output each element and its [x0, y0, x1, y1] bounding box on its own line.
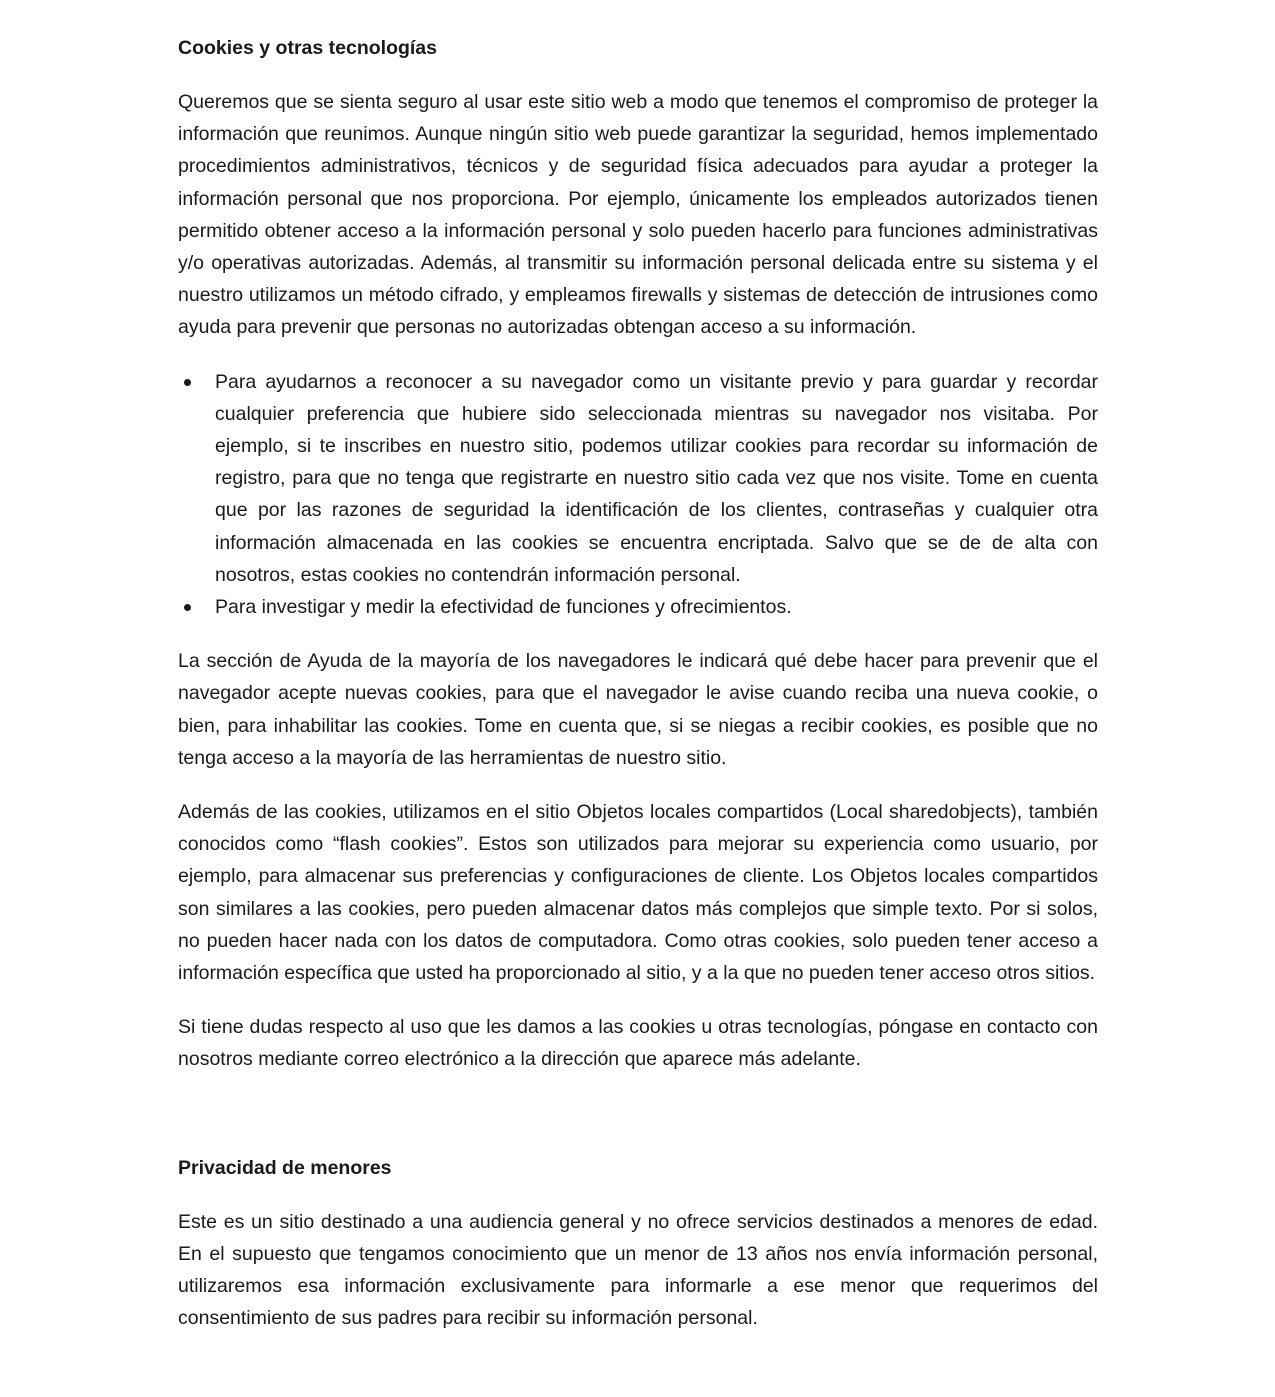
paragraph-browser-help: La sección de Ayuda de la mayoría de los navegadores le indicará qué debe hacer para prevenir que el navegador acepte nuevas cookies, para que el navegador le avise cuando reciba una nueva cookie, o bien, para inhabilitar las cookies. Tome en cuenta que, si se niegas a recibir cookies, es posible que no tenga acceso a la mayoría de las herramientas de nuestro sitio. [178, 650, 1098, 769]
section-cookies [178, 36, 1098, 1076]
bullet-item-recognize-browser: Para ayudarnos a reconocer a su navegador como un visitante previo y para guardar y recordar cualquier preferencia que hubiere sido seleccionada mientras su navegador nos visitaba. Por ejemplo, si te inscribes en nuestro sitio, podemos utilizar cookies para recordar su información de registro, para que no tenga que registrarte en nuestro sitio cada vez que nos visite. Tome en cuenta que por las razones de seguridad la identificación de los clientes, contraseñas y cualquier otra información almacenada en las cookies se encuentra encriptada. Salvo que se de de alta con nosotros, estas cookies no contendrán información personal. [178, 366, 1098, 591]
bullet-list-cookie-uses [178, 366, 1098, 624]
section-heading-minors: Privacidad de menores [178, 1156, 392, 1179]
paragraph-contact: Si tiene dudas respecto al uso que les damos a las cookies u otras tecnologías, póngase en contacto con nosotros mediante correo electrónico a la dirección que aparece más adelante. [178, 1016, 1098, 1071]
section-spacer [178, 1098, 1098, 1156]
section-heading-cookies: Cookies y otras tecnologías [178, 37, 437, 59]
paragraph-minors-policy: Este es un sitio destinado a una audiencia general y no ofrece servicios destinados a menores de edad. En el supuesto que tengamos conocimiento que un menor de 13 años nos envía información personal, utilizaremos esa información exclusivamente para informarle a ese menor que requerimos del consentimiento de sus padres para recibir su información personal. [178, 1210, 1098, 1330]
paragraph-flash-cookies: Además de las cookies, utilizamos en el sitio Objetos locales compartidos (Local sharedobjects), también conocidos como “flash cookies”. Estos son utilizados para mejorar su experiencia como usuario, por ejemplo, para almacenar sus preferencias y configuraciones de cliente. Los Objetos locales compartidos son similares a las cookies, pero pueden almacenar datos más complejos que simple texto. Por si solos, no pueden hacer nada con los datos de computadora. Como otras cookies, solo pueden tener acceso a información específica que usted ha proporcionado al sitio, y a la que no pueden tener acceso otros sitios. [178, 801, 1098, 985]
bullet-item-measure-effectiveness: Para investigar y medir la efectividad de funciones y ofrecimientos. [178, 591, 1098, 623]
section-minors-privacy [178, 1156, 1098, 1335]
paragraph-security-intro: Queremos que se sienta seguro al usar este sitio web a modo que tenemos el compromiso de proteger la información que reunimos. Aunque ningún sitio web puede garantizar la seguridad, hemos implementado procedimientos administrativos, técnicos y de seguridad física adecuados para ayudar a proteger la información personal que nos proporciona. Por ejemplo, únicamente los empleados autorizados tienen permitido obtener acceso a la información personal y solo pueden hacerlo para funciones administrativas y/o operativas autorizadas. Además, al transmitir su información personal delicada entre su sistema y el nuestro utilizamos un método cifrado, y empleamos firewalls y sistemas de detección de intrusiones como ayuda para prevenir que personas no autorizadas obtengan acceso a su información. [178, 91, 1098, 339]
